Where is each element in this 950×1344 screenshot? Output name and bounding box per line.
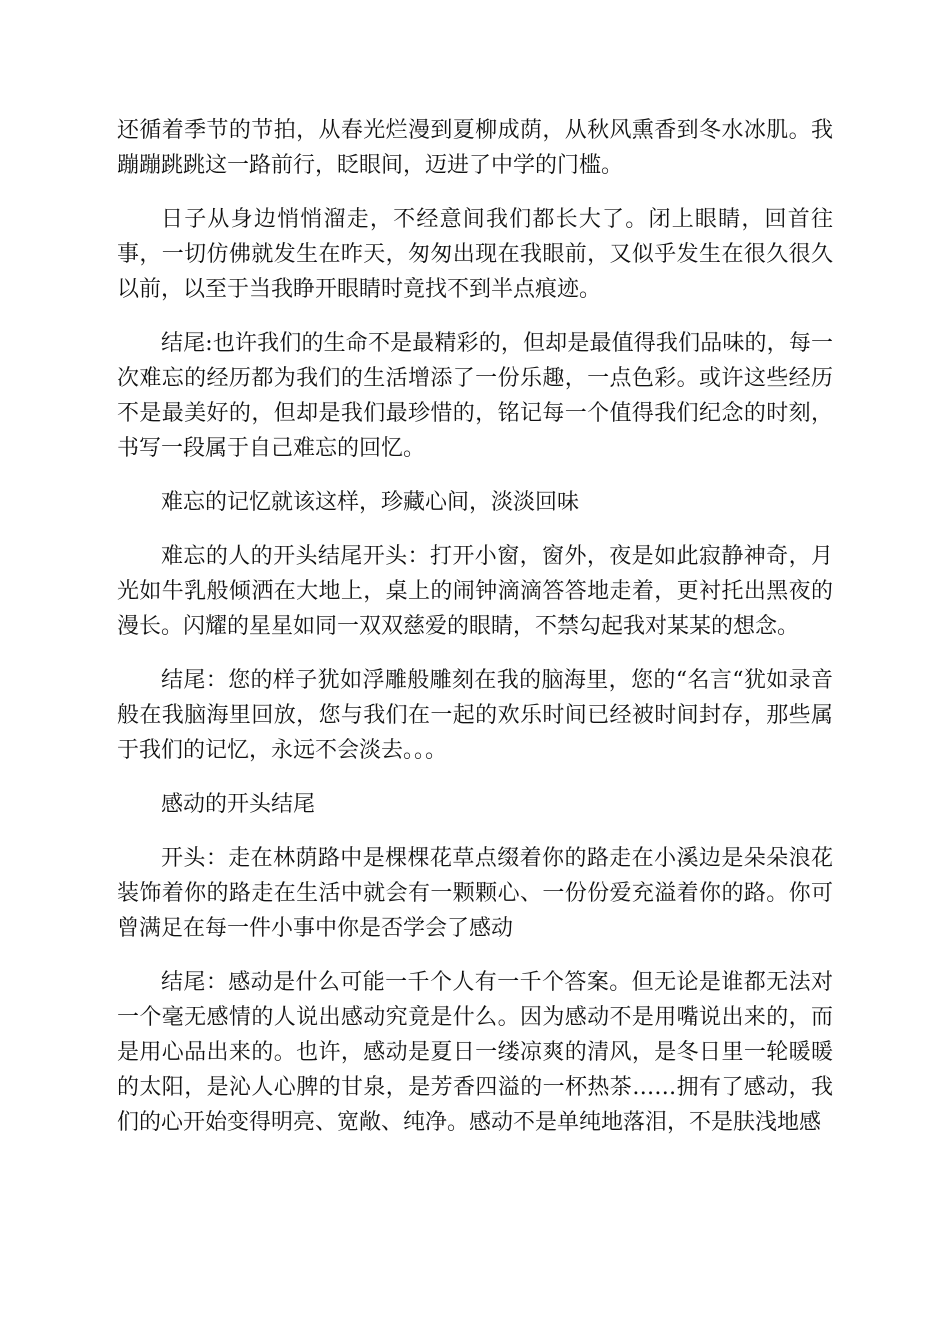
paragraph-intro-continuation: 还循着季节的节拍，从春光烂漫到夏柳成荫，从秋风熏香到冬水冰肌。我蹦蹦跳跳这一路前行，眨眼间，迈进了中学的门槛。 bbox=[117, 118, 833, 178]
paragraph-growing-up: 日子从身边悄悄溜走，不经意间我们都长大了。闭上眼睛，回首往事，一切仿佛就发生在昨天，匆匆出现在我眼前，又似乎发生在很久很久以前，以至于当我睁开眼睛时竟找不到半点痕迹。 bbox=[117, 207, 833, 302]
paragraph-ending-memory: 结尾:也许我们的生命不是最精彩的，但却是最值得我们品味的，每一次难忘的经历都为我们的生活增添了一份乐趣，一点色彩。或许这些经历不是最美好的，但却是我们最珍惜的，铭记每一个值得我们纪念的时刻，书写一段属于自己难忘的回忆。 bbox=[117, 331, 833, 461]
paragraph-gratitude-opening: 开头：走在林荫路中是棵棵花草点缀着你的路走在小溪边是朵朵浪花装饰着你的路走在生活中就会有一颗颗心、一份份爱充溢着你的路。你可曾满足在每一件小事中你是否学会了感动 bbox=[117, 846, 833, 941]
document-body bbox=[117, 113, 833, 1159]
paragraph-memory-summary: 难忘的记忆就该这样，珍藏心间，淡淡回味 bbox=[161, 490, 580, 515]
paragraph-unforgettable-person-opening: 难忘的人的开头结尾开头：打开小窗，窗外，夜是如此寂静神奇，月光如牛乳般倾洒在大地上，桌上的闹钟滴滴答答地走着，更衬托出黑夜的漫长。闪耀的星星如同一双双慈爱的眼睛，不禁勾起我对某某的想念。 bbox=[117, 544, 833, 639]
paragraph-unforgettable-person-ending: 结尾：您的样子犹如浮雕般雕刻在我的脑海里，您的“名言“犹如录音般在我脑海里回放，您与我们在一起的欢乐时间已经被时间封存，那些属于我们的记忆，永远不会淡去。。。 bbox=[117, 668, 833, 763]
section-heading-gratitude: 感动的开头结尾 bbox=[161, 792, 316, 817]
paragraph-gratitude-ending: 结尾：感动是什么可能一千个人有一千个答案。但无论是谁都无法对一个毫无感情的人说出感动究竟是什么。因为感动不是用嘴说出来的，而是用心品出来的。也许，感动是夏日一缕凉爽的清风，是冬日里一轮暖暖的太阳，是沁人心脾的甘泉，是芳香四溢的一杯热茶……拥有了感动，我们的心开始变得明亮、宽敞、纯净。感动不是单纯地落泪，不是肤浅地感 bbox=[117, 970, 833, 1135]
